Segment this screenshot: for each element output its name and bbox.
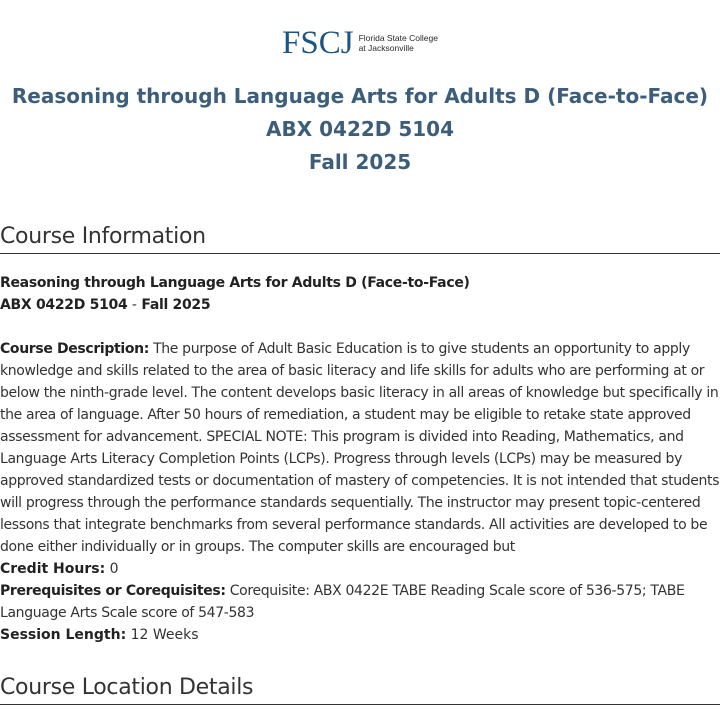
description-text: The purpose of Adult Basic Education is to give students an opportunity to apply knowledge and skills related to the area of basic literacy and life skills for adults who are performing at or below the ninth-grade level. The content develops basic literacy in all areas of knowledge but specifically in the area of language. After 50 hours of remediation, a student may be eligible to retake state approved assessment for advancement. SPECIAL NOTE: This program is divided into Reading, Mathematics, and Language Arts Literacy Completion Points (LCPs). Progress through levels (LCPs) may be measured by approved standardized tests or documentation of mastery of competencies. It is not intended that students will progress through the performance standards sequentially. The instructor may present topic-centered lessons that integrate benchmarks from several performance standards. All activities are developed to be done either individually or in groups. The computer skills are encouraged but xyxy=(0,341,720,555)
course-information-heading: Course Information xyxy=(0,222,720,254)
logo-mark: FSCJ xyxy=(282,25,354,61)
course-title: Reasoning through Language Arts for Adults D (Face-to-Face) xyxy=(0,275,470,291)
prerequisites-label: Prerequisites or Corequisites: xyxy=(0,583,226,599)
prerequisites xyxy=(0,580,720,624)
page-title: Reasoning through Language Arts for Adults D (Face-to-Face) xyxy=(11,84,709,108)
course-code-line xyxy=(0,294,720,316)
course-location-heading: Course Location Details xyxy=(0,673,720,705)
credit-hours xyxy=(0,558,720,580)
course-code: ABX 0422D 5104 xyxy=(0,297,128,313)
session-length-label: Session Length: xyxy=(0,627,127,643)
logo-line-2: at Jacksonville xyxy=(358,43,414,53)
course-information-section xyxy=(0,272,720,646)
credit-hours-label: Credit Hours: xyxy=(0,561,106,577)
page-title-block xyxy=(0,80,720,179)
prerequisites-value: Corequisite: ABX 0422E TABE Reading Scale score of 536-575; TABE Language Arts Scale score of 547-583 xyxy=(0,583,685,621)
course-term: Fall 2025 xyxy=(141,297,211,313)
term-title: Fall 2025 xyxy=(308,150,412,174)
college-logo xyxy=(282,25,438,61)
course-description xyxy=(0,338,720,558)
logo-line-1: Florida State College xyxy=(358,33,438,43)
session-length xyxy=(0,624,720,646)
description-label: Course Description: xyxy=(0,341,149,357)
session-length-value: 12 Weeks xyxy=(130,627,199,643)
code-separator: - xyxy=(131,297,137,313)
credit-hours-value: 0 xyxy=(109,561,119,577)
logo-text xyxy=(359,33,438,53)
course-code-title: ABX 0422D 5104 xyxy=(266,117,454,141)
